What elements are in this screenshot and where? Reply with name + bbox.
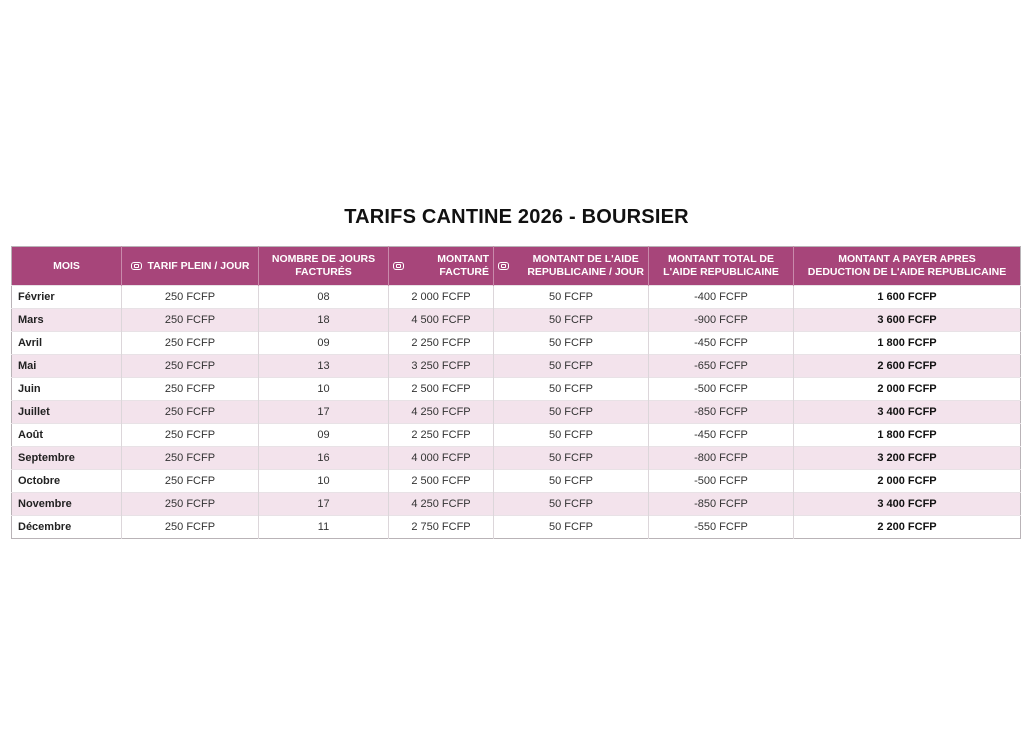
cell-tarif: 250 FCFP xyxy=(122,378,259,401)
money-icon xyxy=(498,262,509,270)
header-aide-line1: MONTANT DE L'AIDE xyxy=(532,253,639,265)
cell-jours: 17 xyxy=(259,493,389,516)
cell-jours: 08 xyxy=(259,286,389,309)
cell-total: -500 FCFP xyxy=(649,378,794,401)
table-row xyxy=(12,355,1021,378)
page-title: TARIFS CANTINE 2026 - BOURSIER xyxy=(344,206,689,228)
cell-payer: 2 000 FCFP xyxy=(794,470,1021,493)
cell-total: -900 FCFP xyxy=(649,309,794,332)
cell-payer: 2 200 FCFP xyxy=(794,516,1021,539)
cell-total: -400 FCFP xyxy=(649,286,794,309)
cell-mois: Juin xyxy=(12,378,122,401)
cell-montant: 4 250 FCFP xyxy=(389,493,494,516)
cell-tarif: 250 FCFP xyxy=(122,470,259,493)
cell-montant: 2 250 FCFP xyxy=(389,424,494,447)
cell-aide: 50 FCFP xyxy=(494,401,649,424)
cell-mois: Novembre xyxy=(12,493,122,516)
cell-jours: 16 xyxy=(259,447,389,470)
header-payer-line1: MONTANT A PAYER APRES xyxy=(838,253,976,265)
cell-tarif: 250 FCFP xyxy=(122,447,259,470)
cell-jours: 17 xyxy=(259,401,389,424)
cell-aide: 50 FCFP xyxy=(494,332,649,355)
table-row xyxy=(12,401,1021,424)
header-jours xyxy=(259,247,389,286)
cell-montant: 4 500 FCFP xyxy=(389,309,494,332)
header-montant-line2: FACTURÉ xyxy=(439,266,489,278)
header-tarif-label: TARIF PLEIN / JOUR xyxy=(147,259,250,272)
cell-payer: 2 600 FCFP xyxy=(794,355,1021,378)
header-mois-label: MOIS xyxy=(53,259,80,272)
cell-payer: 3 600 FCFP xyxy=(794,309,1021,332)
cell-payer: 1 800 FCFP xyxy=(794,424,1021,447)
cell-montant: 3 250 FCFP xyxy=(389,355,494,378)
cell-payer: 1 600 FCFP xyxy=(794,286,1021,309)
cell-mois: Octobre xyxy=(12,470,122,493)
money-icon xyxy=(131,262,142,270)
cell-total: -450 FCFP xyxy=(649,424,794,447)
cell-montant: 4 250 FCFP xyxy=(389,401,494,424)
header-montant-line1: MONTANT xyxy=(437,253,489,265)
cell-aide: 50 FCFP xyxy=(494,493,649,516)
cell-aide: 50 FCFP xyxy=(494,470,649,493)
cell-jours: 18 xyxy=(259,309,389,332)
cell-jours: 10 xyxy=(259,378,389,401)
header-total xyxy=(649,247,794,286)
cell-mois: Avril xyxy=(12,332,122,355)
cell-total: -800 FCFP xyxy=(649,447,794,470)
cell-tarif: 250 FCFP xyxy=(122,516,259,539)
cell-aide: 50 FCFP xyxy=(494,516,649,539)
cell-jours: 09 xyxy=(259,424,389,447)
cell-montant: 4 000 FCFP xyxy=(389,447,494,470)
cell-tarif: 250 FCFP xyxy=(122,401,259,424)
header-mois xyxy=(12,247,122,286)
cell-payer: 1 800 FCFP xyxy=(794,332,1021,355)
table-row xyxy=(12,447,1021,470)
cell-total: -450 FCFP xyxy=(649,332,794,355)
cell-mois: Février xyxy=(12,286,122,309)
cell-mois: Mars xyxy=(12,309,122,332)
table-row xyxy=(12,309,1021,332)
cell-jours: 13 xyxy=(259,355,389,378)
cell-tarif: 250 FCFP xyxy=(122,309,259,332)
cell-total: -500 FCFP xyxy=(649,470,794,493)
table-header-row xyxy=(12,247,1021,286)
table-row xyxy=(12,470,1021,493)
cell-mois: Août xyxy=(12,424,122,447)
cell-aide: 50 FCFP xyxy=(494,309,649,332)
header-jours-line1: NOMBRE DE JOURS xyxy=(271,253,376,265)
header-payer-line2: DEDUCTION DE L'AIDE REPUBLICAINE xyxy=(807,266,1007,278)
cell-montant: 2 500 FCFP xyxy=(389,378,494,401)
cell-montant: 2 000 FCFP xyxy=(389,286,494,309)
cell-tarif: 250 FCFP xyxy=(122,286,259,309)
cell-montant: 2 500 FCFP xyxy=(389,470,494,493)
table-row xyxy=(12,516,1021,539)
cell-mois: Septembre xyxy=(12,447,122,470)
money-icon xyxy=(393,262,404,270)
cell-montant: 2 750 FCFP xyxy=(389,516,494,539)
cell-aide: 50 FCFP xyxy=(494,378,649,401)
header-jours-line2: FACTURÉS xyxy=(295,266,352,278)
cell-mois: Juillet xyxy=(12,401,122,424)
header-payer xyxy=(794,247,1021,286)
header-montant xyxy=(389,247,494,286)
cell-tarif: 250 FCFP xyxy=(122,355,259,378)
cell-mois: Décembre xyxy=(12,516,122,539)
header-aide-line2: REPUBLICAINE / JOUR xyxy=(527,266,644,278)
cell-aide: 50 FCFP xyxy=(494,447,649,470)
header-tarif xyxy=(122,247,259,286)
cell-tarif: 250 FCFP xyxy=(122,493,259,516)
table-row xyxy=(12,493,1021,516)
cell-payer: 3 200 FCFP xyxy=(794,447,1021,470)
header-total-line2: L'AIDE REPUBLICAINE xyxy=(663,266,779,278)
cell-total: -850 FCFP xyxy=(649,493,794,516)
cell-jours: 09 xyxy=(259,332,389,355)
cell-aide: 50 FCFP xyxy=(494,424,649,447)
cell-total: -850 FCFP xyxy=(649,401,794,424)
cell-payer: 3 400 FCFP xyxy=(794,401,1021,424)
table-row xyxy=(12,424,1021,447)
cell-tarif: 250 FCFP xyxy=(122,424,259,447)
cell-total: -650 FCFP xyxy=(649,355,794,378)
cell-payer: 2 000 FCFP xyxy=(794,378,1021,401)
table-row xyxy=(12,332,1021,355)
cell-tarif: 250 FCFP xyxy=(122,332,259,355)
cell-aide: 50 FCFP xyxy=(494,286,649,309)
tariff-table xyxy=(11,246,1021,539)
header-aide xyxy=(494,247,649,286)
cell-aide: 50 FCFP xyxy=(494,355,649,378)
cell-montant: 2 250 FCFP xyxy=(389,332,494,355)
cell-jours: 10 xyxy=(259,470,389,493)
cell-total: -550 FCFP xyxy=(649,516,794,539)
cell-jours: 11 xyxy=(259,516,389,539)
table-row xyxy=(12,286,1021,309)
cell-mois: Mai xyxy=(12,355,122,378)
cell-payer: 3 400 FCFP xyxy=(794,493,1021,516)
table-row xyxy=(12,378,1021,401)
header-total-line1: MONTANT TOTAL DE xyxy=(668,253,774,265)
